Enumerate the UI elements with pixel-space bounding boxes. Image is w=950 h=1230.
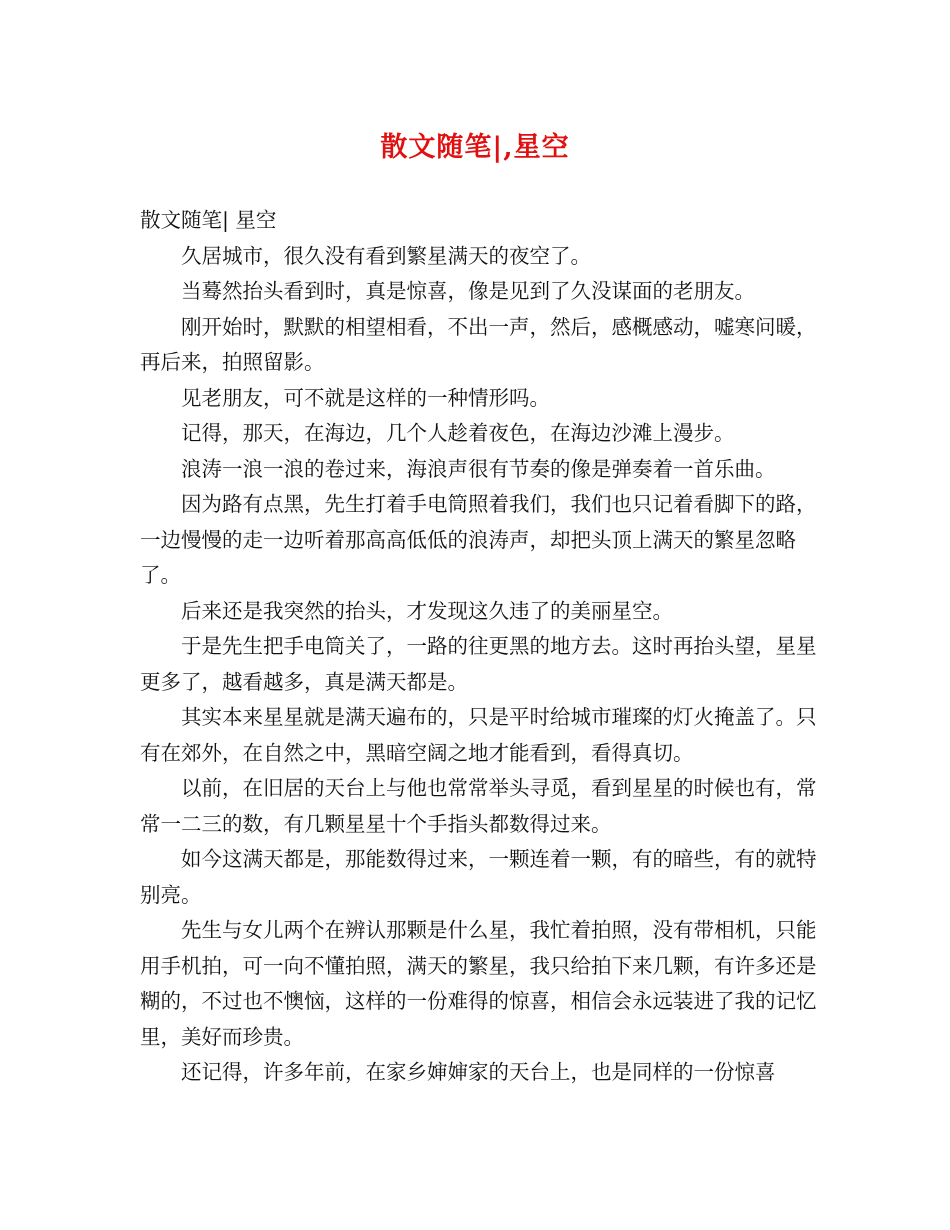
paragraph: 见老朋友，可不就是这样的一种情形吗。 xyxy=(181,385,550,410)
paragraph: 刚开始时，默默的相望相看，不出一声，然后，感概感动，嘘寒问暖，再后来，拍照留影。 xyxy=(140,314,817,374)
paragraph: 以前，在旧居的天台上与他也常常举头寻觅，看到星星的时候也有，常常一二三的数，有几颗星星十个手指头都数得过来。 xyxy=(140,776,817,836)
paragraph: 先生与女儿两个在辨认那颗是什么星，我忙着拍照，没有带相机，只能用手机拍，可一向不懂拍照，满天的繁星，我只给拍下来几颗，有许多还是糊的，不过也不懊恼，这样的一份难得的惊喜，相信会永远装进了我的记忆里，美好而珍贵。 xyxy=(140,918,817,1049)
paragraph: 于是先生把手电筒关了，一路的往更黑的地方去。这时再抬头望，星星更多了，越看越多，真是满天都是。 xyxy=(140,634,817,694)
paragraph: 因为路有点黑，先生打着手电筒照着我们，我们也只记着看脚下的路，一边慢慢的走一边听着那高高低低的浪涛声，却把头顶上满天的繁星忽略了。 xyxy=(140,492,817,587)
paragraph: 其实本来星星就是满天遍布的，只是平时给城市璀璨的灯火掩盖了。只有在郊外，在自然之中，黑暗空阔之地才能看到，看得真切。 xyxy=(140,705,817,765)
paragraph: 久居城市，很久没有看到繁星满天的夜空了。 xyxy=(181,243,591,268)
paragraph: 当蓦然抬头看到时，真是惊喜，像是见到了久没谋面的老朋友。 xyxy=(181,279,755,303)
document-subtitle: 散文随笔| 星空 xyxy=(140,208,277,232)
paragraph: 浪涛一浪一浪的卷过来，海浪声很有节奏的像是弹奏着一首乐曲。 xyxy=(181,456,776,481)
document-title: 散文随笔|,星空 xyxy=(380,132,570,163)
paragraph: 记得，那天，在海边，几个人趁着夜色，在海边沙滩上漫步。 xyxy=(181,421,735,445)
paragraph: 还记得，许多年前，在家乡婶婶家的天台上，也是同样的一份惊喜 xyxy=(181,1060,776,1084)
document-body xyxy=(140,203,822,1091)
paragraph: 如今这满天都是，那能数得过来，一颗连着一颗，有的暗些，有的就特别亮。 xyxy=(140,847,817,907)
paragraph: 后来还是我突然的抬头，才发现这久违了的美丽星空。 xyxy=(181,598,673,623)
